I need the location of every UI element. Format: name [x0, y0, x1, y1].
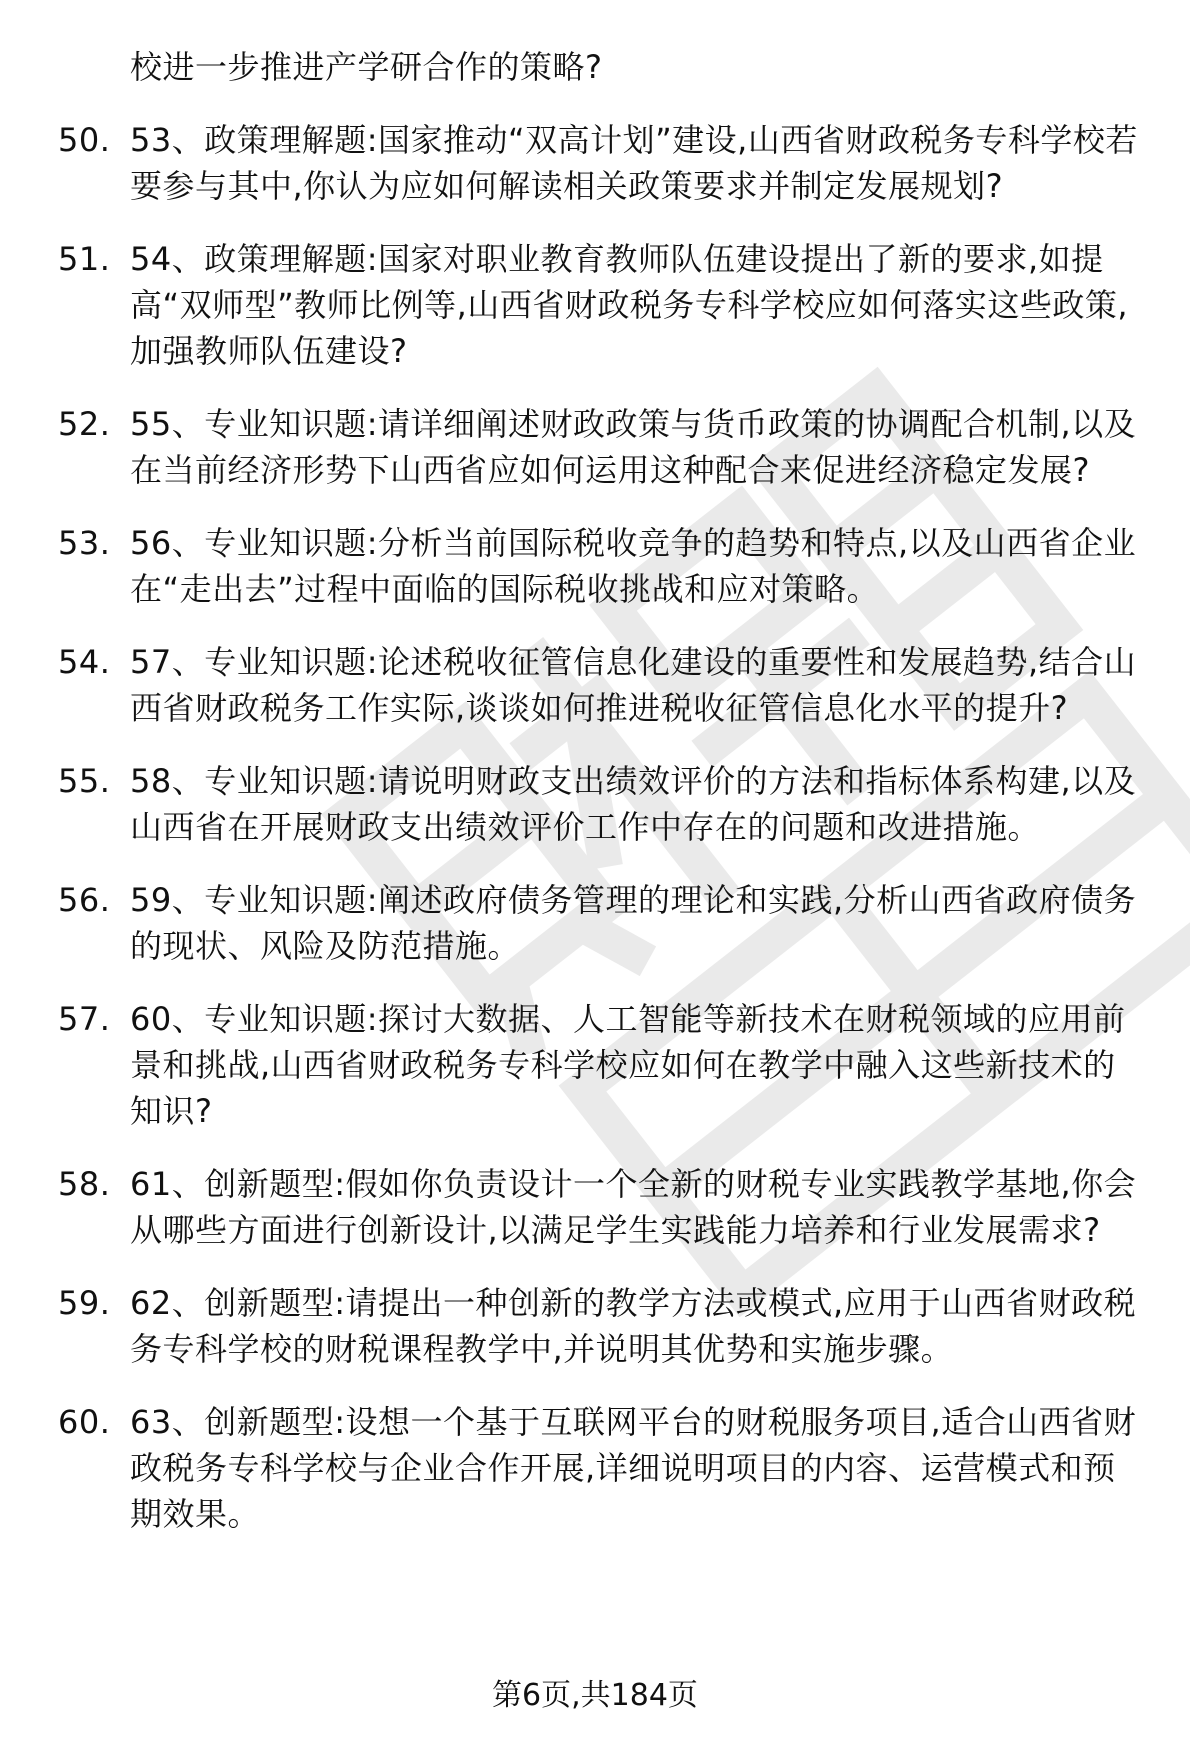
question-list: [58, 117, 1148, 1537]
question-item: [58, 758, 1148, 850]
question-item: [58, 236, 1148, 374]
question-number: 53.: [58, 524, 111, 562]
question-item: [58, 401, 1148, 493]
question-number: 54.: [58, 643, 111, 681]
question-text: 59、专业知识题:阐述政府债务管理的理论和实践,分析山西省政府债务的现状、风险及防范措施。: [130, 881, 1137, 965]
question-number: 58.: [58, 1165, 111, 1203]
question-text: 53、政策理解题:国家推动“双高计划”建设,山西省财政税务专科学校若要参与其中,你认为应如何解读相关政策要求并制定发展规划?: [130, 121, 1138, 205]
question-number: 55.: [58, 762, 111, 800]
question-text: 60、专业知识题:探讨大数据、人工智能等新技术在财税领域的应用前景和挑战,山西省财政税务专科学校应如何在教学中融入这些新技术的知识?: [130, 1000, 1126, 1130]
continuation-text: 校进一步推进产学研合作的策略?: [130, 48, 603, 86]
question-content: [58, 44, 1148, 1564]
question-number: 52.: [58, 405, 111, 443]
question-text: 54、政策理解题:国家对职业教育教师队伍建设提出了新的要求,如提高“双师型”教师比例等,山西省财政税务专科学校应如何落实这些政策,加强教师队伍建设?: [130, 240, 1129, 370]
question-item: [58, 1161, 1148, 1253]
question-item: [58, 1280, 1148, 1372]
question-item: [58, 117, 1148, 209]
question-text: 57、专业知识题:论述税收征管信息化建设的重要性和发展趋势,结合山西省财政税务工作实际,谈谈如何推进税收征管信息化水平的提升?: [130, 643, 1137, 727]
question-text: 58、专业知识题:请说明财政支出绩效评价的方法和指标体系构建,以及山西省在开展财政支出绩效评价工作中存在的问题和改进措施。: [130, 762, 1137, 846]
question-text: 63、创新题型:设想一个基于互联网平台的财税服务项目,适合山西省财政税务专科学校与企业合作开展,详细说明项目的内容、运营模式和预期效果。: [130, 1403, 1137, 1533]
question-item: [58, 996, 1148, 1134]
question-number: 56.: [58, 881, 111, 919]
question-number: 57.: [58, 1000, 111, 1038]
question-item: [58, 1399, 1148, 1537]
question-number: 59.: [58, 1284, 111, 1322]
question-text: 61、创新题型:假如你负责设计一个全新的财税专业实践教学基地,你会从哪些方面进行创新设计,以满足学生实践能力培养和行业发展需求?: [130, 1165, 1137, 1249]
question-text: 55、专业知识题:请详细阐述财政政策与货币政策的协调配合机制,以及在当前经济形势下山西省应如何运用这种配合来促进经济稳定发展?: [130, 405, 1137, 489]
question-text: 62、创新题型:请提出一种创新的教学方法或模式,应用于山西省财政税务专科学校的财税课程教学中,并说明其优势和实施步骤。: [130, 1284, 1137, 1368]
question-item: [58, 520, 1148, 612]
page-footer: 第6页,共184页: [492, 1678, 698, 1713]
question-text: 56、专业知识题:分析当前国际税收竞争的趋势和特点,以及山西省企业在“走出去”过程中面临的国际税收挑战和应对策略。: [130, 524, 1137, 608]
question-number: 60.: [58, 1403, 111, 1441]
question-number: 50.: [58, 121, 111, 159]
question-number: 51.: [58, 240, 111, 278]
question-item: [58, 639, 1148, 731]
question-item: [58, 877, 1148, 969]
